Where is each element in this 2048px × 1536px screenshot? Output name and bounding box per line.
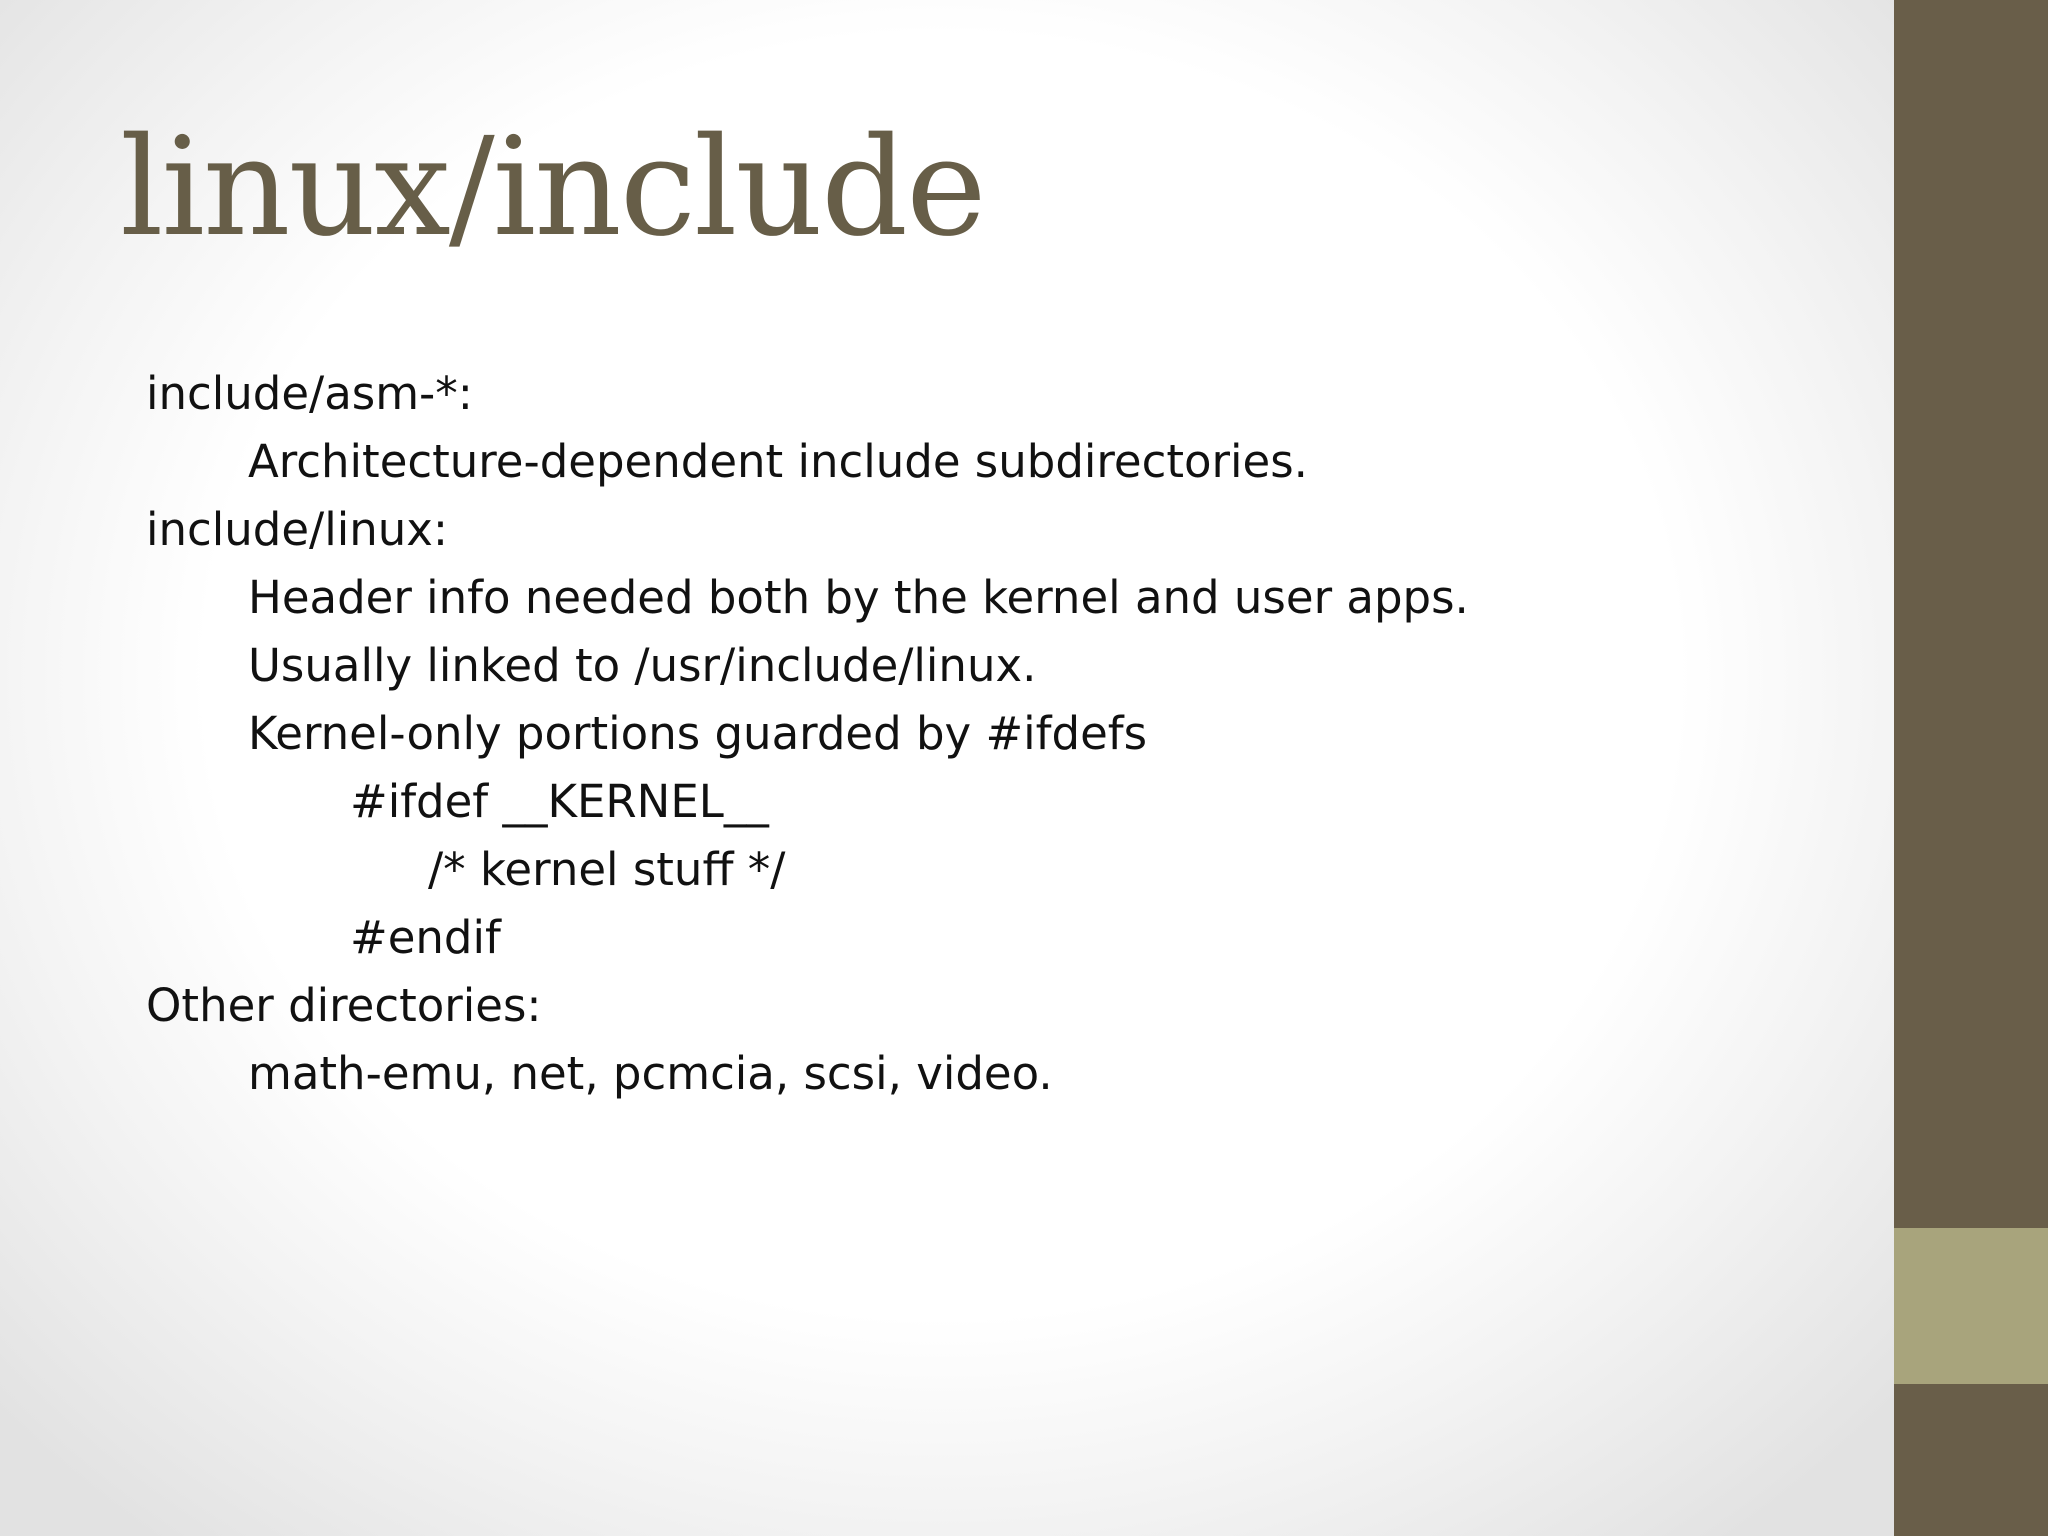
body-line: Kernel-only portions guarded by #ifdefs: [248, 707, 1148, 760]
body-line: Header info needed both by the kernel and user apps.: [248, 571, 1469, 624]
body-line: math-emu, net, pcmcia, scsi, video.: [248, 1047, 1053, 1100]
body-line-code: /* kernel stuff */: [428, 843, 786, 896]
slide-title: linux/include: [120, 109, 985, 267]
body-line: Usually linked to /usr/include/linux.: [248, 639, 1037, 692]
body-line-code: #endif: [350, 911, 501, 964]
side-bar-light-band: [1894, 1228, 2048, 1384]
body-line: Architecture-dependent include subdirectories.: [248, 435, 1308, 488]
body-line: include/asm-*:: [146, 367, 473, 420]
slide-body: [146, 360, 1846, 1108]
body-line: Other directories:: [146, 979, 542, 1032]
side-bar-dark-bottom: [1894, 1384, 2048, 1536]
decorative-side-bar: [1894, 0, 2048, 1536]
body-line-code: #ifdef __KERNEL__: [350, 775, 769, 828]
side-bar-dark-top: [1894, 0, 2048, 1228]
body-line: include/linux:: [146, 503, 449, 556]
